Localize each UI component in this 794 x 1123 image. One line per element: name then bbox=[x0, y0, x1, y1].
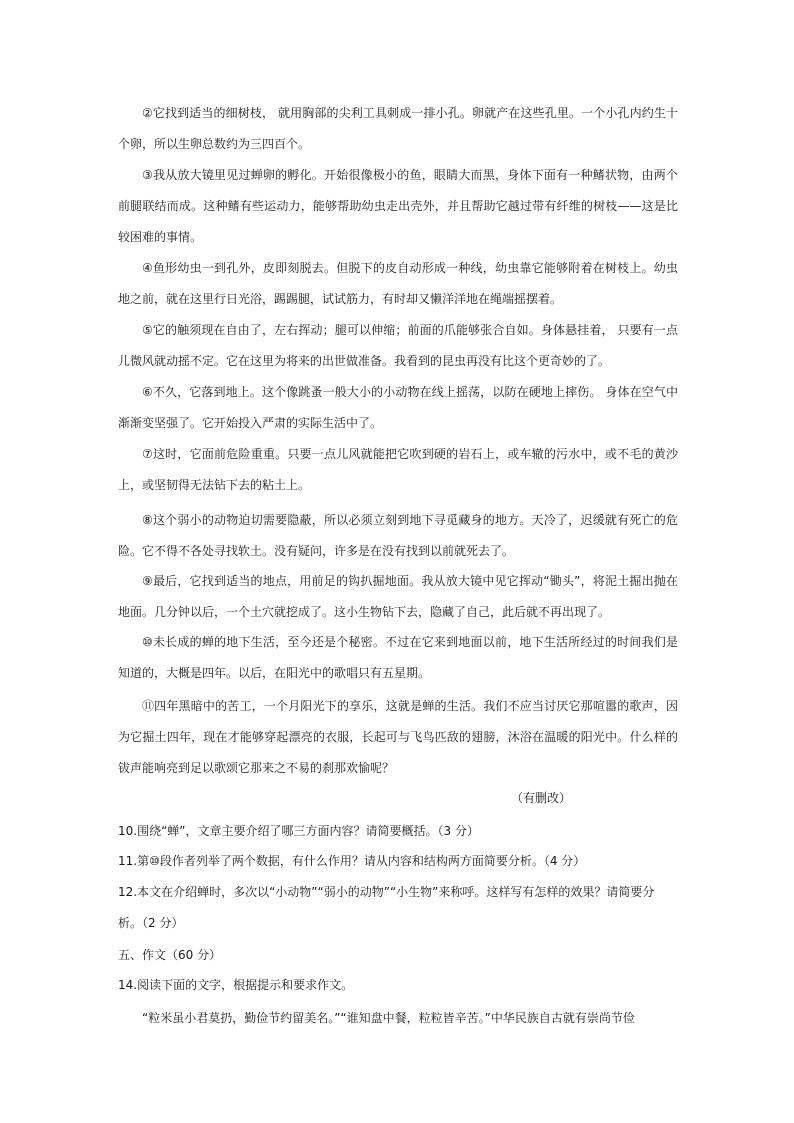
question-12: 12.本文在介绍蝉时，多次以“小动物”“弱小的动物”“小生物”来称呼。这样写有怎样的效果？请简要分析。（2 分） bbox=[118, 885, 655, 930]
paragraph-9: ⑨最后，它找到适当的地点，用前足的钩扒掘地面。我从放大镜中见它挥动“锄头”，将泥土掘出抛在地面。几分钟以后，一个土穴就挖成了。这小生物钻下去，隐藏了自己，此后就不再出现了。 bbox=[118, 574, 678, 619]
paragraph-7: ⑦这时，它面前危险重重。只要一点儿风就能把它吹到硬的岩石上，或车辙的污水中，或不毛的黄沙上，或坚韧得无法钻下去的粘土上。 bbox=[118, 447, 678, 492]
question-10: 10.围绕“蝉”，文章主要介绍了哪三方面内容？请简要概括。（3 分） bbox=[118, 824, 479, 838]
paragraph-6: ⑥不久，它落到地上。这个像跳蚤一般大小的小动物在线上摇荡，以防在硬地上摔伤。 身体在空气中渐渐变坚强了。它开始投入严肃的实际生活中了。 bbox=[118, 385, 678, 430]
paragraph-11: ⑪四年黑暗中的苦工，一个月阳光下的享乐，这就是蝉的生活。我们不应当讨厌它那喧嚣的歌声，因为它掘土四年，现在才能够穿起漂亮的衣服，长起可与飞鸟匹敌的翅膀，沐浴在温暖的阳光中。什么样的钹声能响亮到足以歌颂它那来之不易的刹那欢愉呢？ bbox=[118, 699, 678, 775]
composition-heading: 五、作文（60 分） bbox=[118, 948, 222, 962]
paragraph-4: ④鱼形幼虫一到孔外，皮即刻脱去。但脱下的皮自动形成一种线，幼虫靠它能够附着在树枝上。幼虫地之前，就在这里行日光浴，踢踢腿，试试筋力，有时却又懒洋洋地在绳端摇摆着。 bbox=[118, 261, 678, 306]
paragraph-2: ②它找到适当的细树枝， 就用胸部的尖利工具刺成一排小孔。卵就产在这些孔里。一个小孔内约生十个卵，所以生卵总数约为三四百个。 bbox=[118, 106, 678, 151]
composition-text: “粒米虽小君莫扔，勤俭节约留美名。”“谁知盘中餐，粒粒皆辛苦。”中华民族自古就有崇尚节俭 bbox=[142, 1011, 635, 1025]
source-note: （有删改） bbox=[510, 791, 571, 805]
question-11: 11.第⑩段作者列举了两个数据，有什么作用？请从内容和结构两方面简要分析。（4 分） bbox=[118, 854, 586, 868]
paragraph-3: ③我从放大镜里见过蝉卵的孵化。开始很像极小的鱼，眼睛大而黑，身体下面有一种鳍状物，由两个前腿联结而成。这种鳍有些运动力，能够帮助幼虫走出壳外，并且帮助它越过带有纤维的树枝——这是比较困难的事情。 bbox=[118, 168, 678, 244]
paragraph-10: ⑩未长成的蝉的地下生活，至今还是个秘密。不过在它来到地面以前，地下生活所经过的时间我们是知道的，大概是四年。以后，在阳光中的歌唱只有五星期。 bbox=[118, 635, 678, 680]
question-14: 14.阅读下面的文字，根据提示和要求作文。 bbox=[118, 978, 354, 992]
paragraph-8: ⑧这个弱小的动物迫切需要隐蔽，所以必须立刻到地下寻觅藏身的地方。天冷了，迟缓就有死亡的危险。它不得不各处寻找软土。没有疑问，许多是在没有找到以前就死去了。 bbox=[118, 513, 678, 558]
paragraph-5: ⑤它的触须现在自由了，左右挥动；腿可以伸缩；前面的爪能够张合自如。身体悬挂着， 只要有一点儿微风就动摇不定。它在这里为将来的出世做准备。我看到的昆虫再没有比这个更奇妙的了。 bbox=[118, 323, 678, 368]
